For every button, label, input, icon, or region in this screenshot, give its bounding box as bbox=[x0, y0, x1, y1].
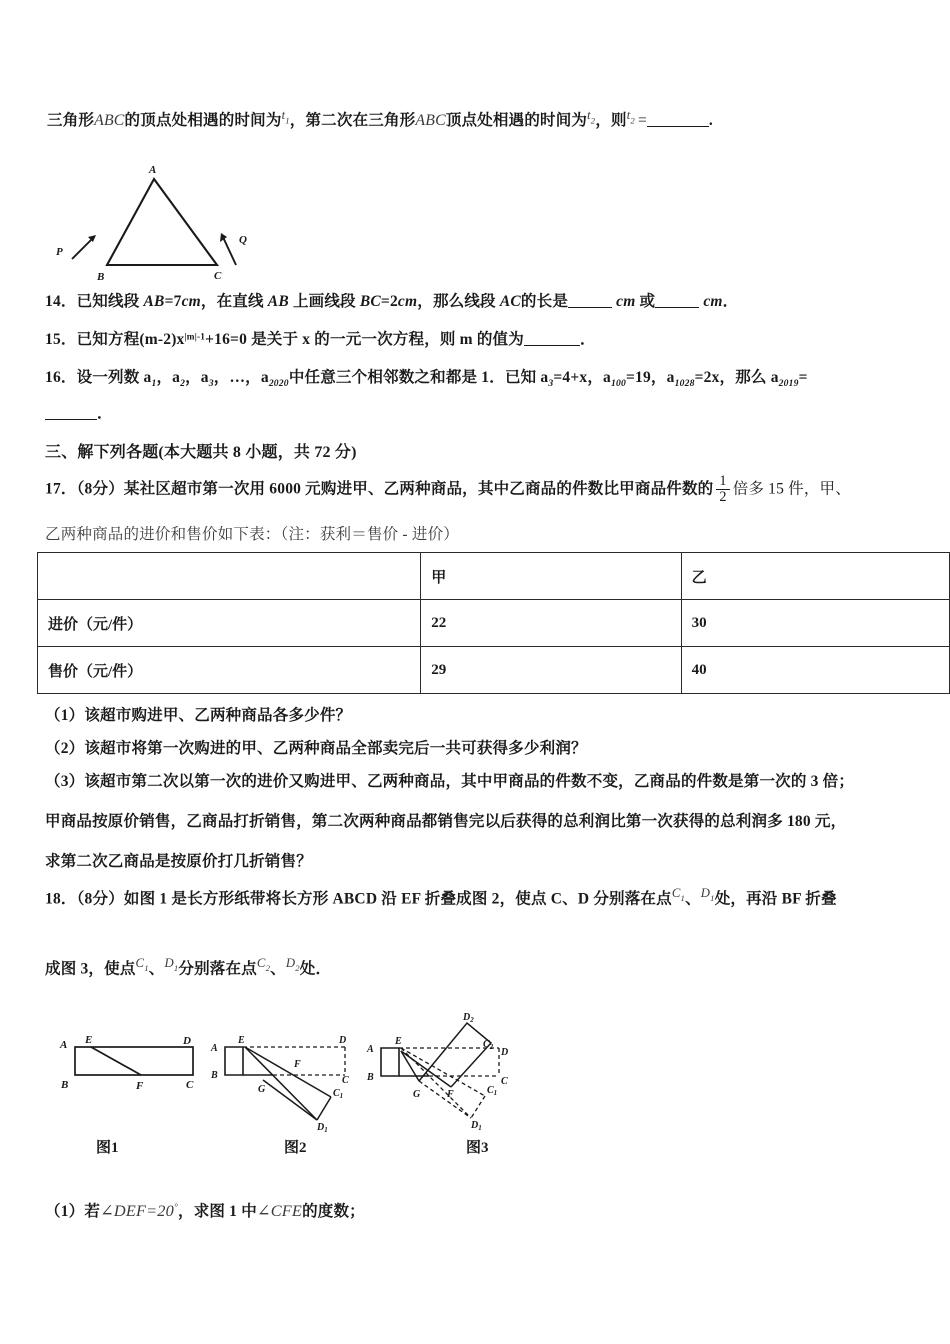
q18-point-d2-sub: 2 bbox=[295, 963, 300, 974]
fig2-label-d1: $D_1$ bbox=[317, 1122, 328, 1134]
table-row bbox=[38, 647, 950, 694]
arrow-q-shaft bbox=[222, 235, 236, 265]
fig2-folded-rect bbox=[225, 1047, 243, 1075]
q13-variable-t2b-sub: 2 bbox=[630, 115, 635, 126]
question-17-sub-1: （1）该超市购进甲、乙两种商品各多少件？ bbox=[45, 707, 352, 724]
fig3-label-b: B bbox=[367, 1072, 374, 1083]
q14-unit-cm-1: cm bbox=[181, 293, 201, 310]
q18-point-c1b: C bbox=[135, 956, 145, 970]
q13-equals: = bbox=[637, 112, 647, 130]
q14-part2: ，在直线 bbox=[200, 293, 264, 310]
q18-point-d2: D bbox=[285, 956, 296, 970]
figure-triangle-abc bbox=[50, 155, 280, 285]
fig3-label-c: C bbox=[501, 1076, 508, 1087]
q18-point-c2-sub: 2 bbox=[265, 963, 271, 974]
q16-sub-1: 1 bbox=[151, 378, 157, 390]
table-cell-selling-price-yi: 40 bbox=[681, 647, 949, 694]
figure-3-second-fold bbox=[363, 1003, 543, 1138]
q14-eq2: =2 bbox=[380, 293, 398, 310]
figure-3-caption: 图3 bbox=[466, 1140, 489, 1156]
triangle-label-c: C bbox=[214, 270, 222, 282]
q15-text-a: 已知方程(m-2)x bbox=[76, 331, 185, 348]
fig2-label-a: A bbox=[211, 1043, 218, 1054]
q14-period: ． bbox=[722, 293, 739, 310]
triangle-outline bbox=[107, 179, 217, 265]
table-cell-selling-price-label: 售价（元/件） bbox=[38, 647, 421, 694]
q17-fraction-numerator: 1 bbox=[719, 473, 727, 489]
q16-e2: =19，a bbox=[626, 369, 675, 386]
fig3-dashed-g-d1 bbox=[419, 1081, 471, 1118]
q18-line2-b: 分别落在点 bbox=[178, 960, 257, 978]
q18-degree-symbol: ° bbox=[173, 1202, 178, 1214]
q13-variable-t1-sub: 1 bbox=[285, 115, 290, 126]
fig1-label-b: B bbox=[61, 1079, 69, 1091]
q13-variable-t1: t bbox=[281, 108, 286, 122]
question-18-sub-1 bbox=[45, 1196, 365, 1227]
table-row bbox=[38, 600, 950, 647]
figure-3-svg bbox=[363, 1003, 543, 1138]
q14-or: 或 bbox=[639, 293, 656, 310]
question-18-line-1 bbox=[45, 882, 935, 914]
table-cell-purchase-price-yi: 30 bbox=[681, 600, 949, 647]
q18-sep-3: 、 bbox=[270, 960, 286, 978]
q13-variable-abc-2: ABC bbox=[415, 112, 446, 130]
q16-answer-blank[interactable] bbox=[45, 419, 97, 420]
q17-number: 17． bbox=[45, 480, 77, 498]
fig3-folded-rect bbox=[381, 1048, 399, 1076]
question-17-sub-3: （3）该超市第二次以第一次的进价又购进甲、乙两种商品，其中甲商品的件数不变，乙商品的件数是第一次的 3 倍； bbox=[45, 773, 855, 790]
q16-sub-7: 1028 bbox=[674, 378, 695, 390]
fig3-edge-e-f bbox=[401, 1051, 451, 1087]
price-table bbox=[37, 552, 950, 694]
fig2-label-c: C bbox=[342, 1075, 349, 1086]
q16-sub-8: 2019 bbox=[778, 378, 799, 390]
q18-point-c1: C bbox=[671, 886, 681, 900]
q14-part1: 已知线段 bbox=[76, 293, 140, 310]
q13-seg2: 的顶点处相遇的时间为 bbox=[124, 112, 282, 130]
fig3-label-e: E bbox=[395, 1036, 402, 1047]
arrow-p-shaft bbox=[72, 237, 94, 259]
q18-sep-1: 、 bbox=[685, 890, 701, 908]
question-17-sub-2: （2）该超市将第一次购进的甲、乙两种商品全部卖完后一共可获得多少利润？ bbox=[45, 740, 587, 757]
q13-seg3: ，第二次在三角形 bbox=[289, 112, 416, 130]
fig2-label-g: G bbox=[258, 1084, 266, 1095]
q15-period: ． bbox=[579, 331, 596, 348]
q18-sub1-a: （1）若 bbox=[45, 1203, 101, 1220]
q13-variable-abc-1: ABC bbox=[94, 112, 125, 130]
triangle-label-p: P bbox=[56, 246, 63, 258]
question-17-sub-3-line-2: 甲商品按原价销售，乙商品打折销售，第二次两种商品都销售完以后获得的总利润比第一次获得的总利润多 180 元， bbox=[45, 813, 847, 830]
question-18-line-2 bbox=[45, 952, 935, 984]
q16-text-b: 中任意三个相邻数之和都是 1．已知 a bbox=[288, 369, 549, 386]
triangle-label-b: B bbox=[97, 271, 105, 283]
q18-sub1-b: ，求图 1 中 bbox=[178, 1203, 257, 1220]
q15-answer-blank[interactable] bbox=[524, 345, 580, 346]
q16-c1: ，a bbox=[156, 369, 181, 386]
q17-line1-b: 倍多 15 件，甲、 bbox=[732, 480, 851, 498]
q18-number: 18． bbox=[45, 890, 77, 908]
fig3-upper-flap bbox=[419, 1023, 491, 1087]
q14-part5: 的长是 bbox=[520, 293, 569, 310]
q13-variable-t2b: t bbox=[626, 108, 631, 122]
table-header-empty bbox=[38, 553, 421, 600]
q18-line2-c: 处． bbox=[299, 960, 332, 978]
question-17-sub-3-line-3: 求第二次乙商品是按原价打几折销售？ bbox=[45, 853, 312, 870]
q16-period: ． bbox=[97, 405, 113, 422]
q18-sub1-c: 的度数； bbox=[302, 1203, 365, 1220]
q14-unit-cm-4: cm bbox=[703, 293, 723, 310]
q18-point-d1-sub: 1 bbox=[710, 893, 715, 904]
q17-fraction-one-half bbox=[716, 474, 729, 505]
fig3-label-a: A bbox=[367, 1044, 374, 1055]
fig3-label-c2: $C_2$ bbox=[483, 1039, 494, 1051]
q14-answer-blank-2[interactable] bbox=[655, 307, 699, 308]
section-3-heading: 三、解下列各题(本大题共 8 小题，共 72 分) bbox=[45, 444, 357, 461]
question-13-tail-line bbox=[47, 104, 907, 136]
q18-point-d1b-sub: 1 bbox=[173, 963, 179, 974]
q16-number: 16． bbox=[45, 369, 77, 386]
fig3-dashed-c1-d1 bbox=[471, 1096, 485, 1118]
figure-1-svg bbox=[55, 1025, 220, 1130]
q14-answer-blank-1[interactable] bbox=[568, 307, 612, 308]
fig1-label-f: F bbox=[136, 1080, 144, 1092]
q16-text-a: 设一列数 a bbox=[76, 369, 152, 386]
fig2-label-b: B bbox=[211, 1070, 218, 1081]
figure-2-caption: 图2 bbox=[284, 1140, 307, 1156]
q18-angle-def: ∠DEF bbox=[100, 1202, 147, 1220]
fig2-label-d: D bbox=[339, 1035, 347, 1046]
question-17-line-2: 乙两种商品的进价和售价如下表：（注：获利＝售价 - 进价） bbox=[45, 526, 459, 543]
q15-text-b: +16=0 是关于 x 的一元一次方程，则 m 的值为 bbox=[205, 331, 524, 348]
q16-sub-4: 2020 bbox=[268, 378, 289, 390]
q14-segment-ac: AC bbox=[499, 293, 521, 310]
q18-point-c1-sub: 1 bbox=[680, 893, 686, 904]
q15-number: 15． bbox=[45, 331, 77, 348]
fig3-label-g: G bbox=[413, 1089, 421, 1100]
q14-part4: ，那么线段 bbox=[417, 293, 496, 310]
table-header-yi: 乙 bbox=[681, 553, 949, 600]
figure-1-rectangle-abcd bbox=[55, 1025, 220, 1130]
q13-answer-blank[interactable] bbox=[647, 126, 709, 127]
table-row-header bbox=[38, 553, 950, 600]
triangle-label-a: A bbox=[149, 164, 157, 176]
fig1-label-e: E bbox=[85, 1034, 93, 1046]
q13-period: . bbox=[708, 112, 713, 130]
q18-point-c1b-sub: 1 bbox=[144, 963, 149, 974]
q14-part3: 上画线段 bbox=[292, 293, 356, 310]
fig1-label-a: A bbox=[60, 1039, 68, 1051]
q13-variable-t2-sub: 2 bbox=[590, 115, 596, 126]
q16-sub-3: 3 bbox=[208, 378, 214, 390]
q16-c2: ，a bbox=[185, 369, 209, 386]
q18-line2-a: 成图 3，使点 bbox=[45, 960, 136, 978]
triangle-label-q: Q bbox=[239, 234, 247, 246]
q13-seg1: 三角形 bbox=[47, 112, 95, 130]
q18-line1-a: 如图 1 是长方形纸带将长方形 ABCD 沿 EF 折叠成图 2，使点 C、D 分别落在点 bbox=[123, 890, 672, 908]
fig3-label-f: F bbox=[447, 1089, 454, 1100]
q17-score: （8分） bbox=[76, 480, 124, 498]
fig3-label-c1: $C_1$ bbox=[487, 1085, 498, 1097]
arrow-q-head bbox=[220, 233, 227, 242]
q16-c3: ，…，a bbox=[213, 369, 269, 386]
q14-segment-bc: BC bbox=[359, 293, 381, 310]
table-cell-purchase-price-label: 进价（元/件） bbox=[38, 600, 421, 647]
q18-sep-2: 、 bbox=[148, 960, 165, 978]
question-15 bbox=[45, 326, 915, 355]
fig3-label-d: D bbox=[501, 1047, 509, 1058]
q17-fraction-denominator: 2 bbox=[716, 489, 729, 505]
q13-variable-t2: t bbox=[587, 108, 591, 122]
question-17-line-1 bbox=[45, 474, 925, 505]
fig3-spacer-2 bbox=[403, 1041, 481, 1051]
q18-score: （8分） bbox=[76, 890, 124, 908]
q13-seg4: 顶点处相遇的时间为 bbox=[445, 112, 588, 130]
figure-2-first-fold bbox=[205, 1020, 375, 1135]
fig1-fold-line-ef bbox=[91, 1047, 141, 1075]
table-cell-selling-price-jia: 29 bbox=[421, 647, 681, 694]
figure-1-caption: 图1 bbox=[96, 1140, 119, 1156]
triangle-svg bbox=[50, 155, 280, 285]
fig2-label-c1: $C_1$ bbox=[333, 1088, 344, 1100]
fig1-label-d: D bbox=[183, 1035, 191, 1047]
q16-e3: =2x，那么 a bbox=[694, 369, 779, 386]
q18-angle-def-value: =20 bbox=[146, 1202, 174, 1220]
q18-point-d1: D bbox=[700, 886, 711, 900]
fig2-label-e: E bbox=[238, 1035, 245, 1046]
q14-unit-cm-3: cm bbox=[616, 293, 636, 310]
q18-point-c2: C bbox=[256, 956, 266, 970]
table-header-jia: 甲 bbox=[421, 553, 681, 600]
q18-point-d1b: D bbox=[164, 956, 174, 970]
question-14 bbox=[45, 288, 915, 317]
fig2-fold-edge-e-d1 bbox=[245, 1047, 317, 1120]
q16-sub-2: 2 bbox=[180, 378, 186, 390]
q14-unit-cm-2: cm bbox=[397, 293, 418, 310]
question-16 bbox=[45, 364, 925, 393]
fig3-label-d2: $D_2$ bbox=[463, 1012, 474, 1024]
fig1-label-c: C bbox=[186, 1079, 194, 1091]
q13-seg5: ，则 bbox=[595, 112, 627, 130]
question-16-continued bbox=[45, 400, 113, 429]
fig2-label-f: F bbox=[294, 1059, 301, 1070]
q18-line1-b: 处，再沿 BF 折叠 bbox=[714, 890, 837, 908]
q17-line1-a: 某社区超市第一次用 6000 元购进甲、乙两种商品，其中乙商品的件数比甲商品件数的 bbox=[123, 480, 714, 498]
fig3-label-d1: $D_1$ bbox=[471, 1120, 482, 1132]
q15-exponent: |m|-1 bbox=[184, 332, 206, 343]
q14-eq1: =7 bbox=[164, 293, 182, 310]
q16-sub-6: 100 bbox=[611, 378, 626, 390]
figure-2-svg bbox=[205, 1020, 375, 1135]
q16-e1: =4+x，a bbox=[553, 369, 611, 386]
q18-angle-cfe: ∠CFE bbox=[256, 1202, 303, 1220]
q14-segment-ab-2: AB bbox=[267, 293, 289, 310]
table-cell-purchase-price-jia: 22 bbox=[421, 600, 681, 647]
q14-number: 14． bbox=[45, 293, 77, 310]
q16-sub-5: 3 bbox=[548, 378, 554, 390]
q14-segment-ab: AB bbox=[143, 293, 165, 310]
fig2-fold-edge-c1-d1 bbox=[317, 1097, 331, 1120]
q16-e4: = bbox=[798, 369, 808, 386]
fig2-fold-edge-g-d1 bbox=[263, 1080, 317, 1120]
